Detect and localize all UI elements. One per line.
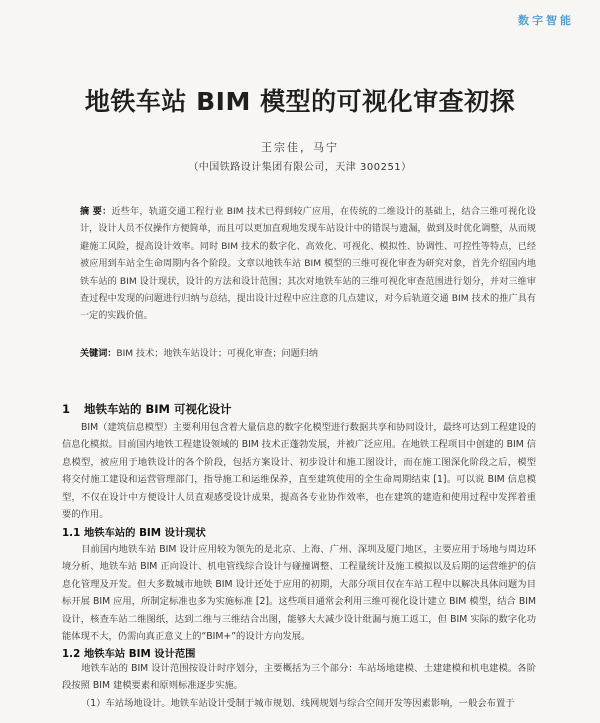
section-1-title: 地铁车站的 BIM 可视化设计 [84, 402, 232, 416]
section-1-2-item-1-text: （1）车站场地设计。地铁车站设计受制于城市规划、线网规划与综合空间开发等因素影响，一般会布置于 [81, 698, 515, 709]
keywords-text: BIM 技术；地铁车站设计；可视化审查；问题归纳 [116, 349, 318, 359]
keywords-label: 关键词： [80, 349, 117, 359]
abstract [80, 204, 536, 326]
abstract-text: 近些年，轨道交通工程行业 BIM 技术已得到较广应用，在传统的二维设计的基础上，结合三维可视化设计，设计人员不仅操作方便简单，而且可以更加直观地发现车站设计中的错误与遗漏，做到及时优化调整，从而规避施工风险，提高设计效率。同时 BIM 技术的数字化、高效化、可视化、模拟性、协调性、可控性等特点，已经被应用到车站全生命周期内各个阶段。文章以地铁车站 BIM 模型的三维可视化审查为研究对象，首先介绍国内地铁车站的 BIM 设计现状，设计的方法和设计范围；其次对地铁车站的三维可视化审查范围进行划分，并对三维审查过程中发现的问题进行归纳与总结，提出设计过程中应注意的几点建议，对今后轨道交通 BIM 技术的推广具有一定的实践价值。 [80, 207, 536, 322]
section-1-1-number: 1.1 [62, 527, 81, 539]
article-title: 地铁车站 BIM 模型的可视化审查初探 [84, 87, 516, 116]
section-1-2-item-1 [62, 695, 536, 712]
section-1-text: BIM（建筑信息模型）主要利用包含着大量信息的数字化模型进行数据共享和协同设计，最终可达到工程建设的信息化模拟。目前国内地铁工程建设领域的 BIM 技术正蓬勃发展，并被广泛应用。在地铁工程项目中创建的 BIM 信息模型，被应用于地铁设计的各个阶段，包括方案设计、初步设计和施工图设计，而在施工图深化阶段之后，模型将交付施工建设和运营管理部门，指导施工和运维保养，直至建筑使用的全生命周期结束 [1]。可以说 BIM 信息模型，不仅在设计中方便设计人员直观感受设计成果，提高各专业协作效率，也在建筑的建造和使用过程中发挥着重要的作用。 [62, 422, 536, 521]
section-1-1-text: 目前国内地铁车站 BIM 设计应用较为领先的是北京、上海、广州、深圳及厦门地区，主要应用于场地与周边环境分析、地铁车站 BIM 正向设计、机电管线综合设计与碰撞调整、工程量统计及施工模拟以及后期的运营维护的信息化管理及开发。但大多数城市地铁 BIM 设计还处于应用的初期，大部分项目仅在车站工程中以解决具体问题为目标开展 BIM 应用，所制定标准也多为实施标准 [2]。这些项目通常会利用三维可视化设计建立 BIM 模型，结合 BIM 设计，核查车站二维图纸，达到二维与三维结合出图，能够大大减少设计纰漏与施工返工，但 BIM 实际的数字化功能体现不大，仍需向真正意义上的“BIM+”的设计方向发展。 [62, 544, 536, 643]
section-1-2-paragraph [62, 660, 536, 695]
article-affiliation: （中国铁路设计集团有限公司，天津 300251） [188, 162, 412, 173]
section-1-1-title: 地铁车站的 BIM 设计现状 [84, 527, 206, 539]
section-1-paragraph [62, 419, 536, 523]
article-authors: 王宗佳，马宁 [261, 141, 339, 154]
section-tag: 数字智能 [518, 14, 574, 27]
section-1-2-number: 1.2 [62, 648, 81, 660]
section-1-1-heading [62, 524, 206, 539]
abstract-label: 摘 要： [80, 207, 112, 217]
section-1-number: 1 [62, 402, 71, 416]
section-1-2-text: 地铁车站的 BIM 设计范围按设计时序划分，主要概括为三个部分：车站场地建模、土建建模和机电建模。各阶段按照 BIM 建模要素和原则标准逐步实施。 [62, 663, 536, 692]
section-1-2-title: 地铁车站 BIM 设计范围 [84, 648, 196, 660]
section-1-heading [62, 401, 232, 417]
section-1-2-heading [62, 645, 195, 660]
section-1-1-paragraph [62, 541, 536, 645]
keywords [80, 347, 536, 362]
page-bottom-fade [0, 713, 600, 723]
